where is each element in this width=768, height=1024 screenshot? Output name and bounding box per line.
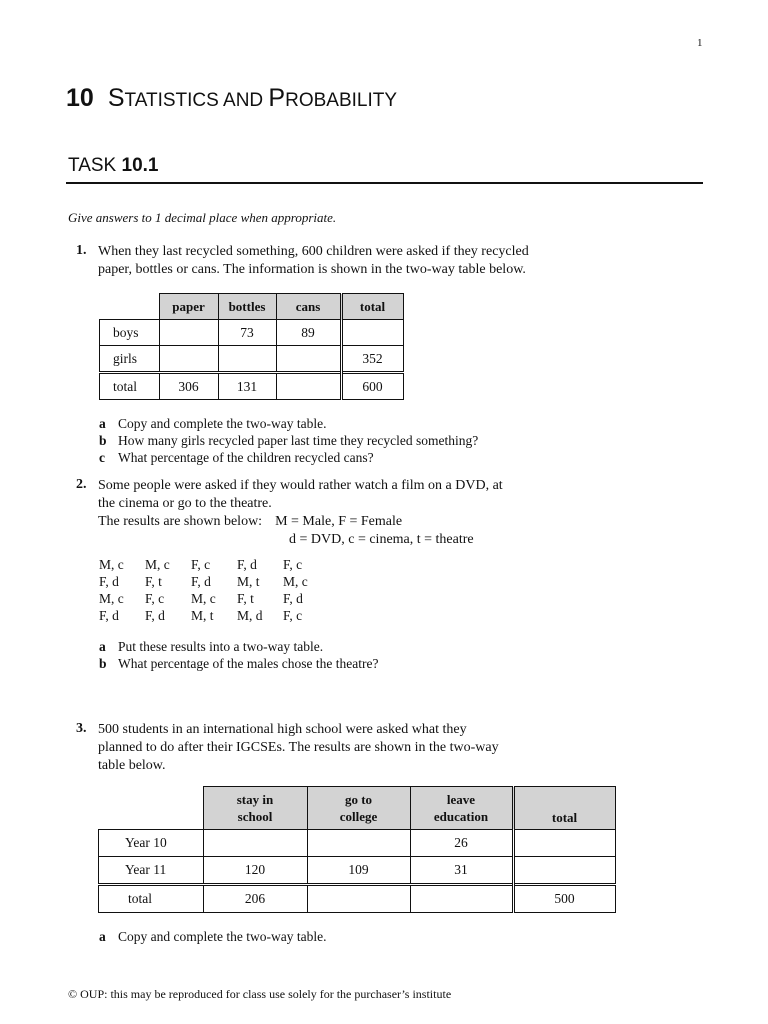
q1-line2: paper, bottles or cans. The information is shown in the two-way table below.	[98, 262, 526, 277]
q3-header-college: go to college	[307, 787, 410, 830]
table-cell	[159, 320, 218, 346]
table-cell: 89	[276, 320, 341, 346]
instruction: Give answers to 1 decimal place when appropriate.	[68, 210, 337, 225]
list-item: F, d F, d M, t M, d F, c	[99, 608, 303, 623]
table-cell	[410, 884, 513, 912]
q2-text	[98, 477, 503, 549]
row-label: boys	[100, 320, 160, 346]
row-label: total	[99, 884, 204, 912]
table-row	[99, 829, 616, 856]
task-divider	[66, 182, 703, 184]
list-item: M, c M, c F, c F, d F, c	[99, 557, 303, 572]
row-label: girls	[100, 346, 160, 373]
q1-text	[98, 243, 529, 279]
q2-key1: M = Male, F = Female	[275, 514, 403, 529]
chapter-number: 10	[66, 84, 94, 112]
q3-line2: planned to do after their IGCSEs. The results are shown in the two-way	[98, 740, 499, 755]
q3-number: 3.	[76, 721, 87, 736]
q3-header-leave: leave education	[410, 787, 513, 830]
table-cell: 109	[307, 856, 410, 884]
table-cell: 206	[203, 884, 307, 912]
q2-line2: the cinema or go to the theatre.	[98, 496, 272, 511]
q3-header-stay: stay in school	[203, 787, 307, 830]
row-label: Year 11	[99, 856, 204, 884]
table-cell: 600	[341, 373, 403, 400]
list-item: F, d F, t F, d M, t M, c	[99, 574, 308, 589]
list-item: a Copy and complete the two-way table.	[99, 929, 327, 944]
q3-line1: 500 students in an international high school were asked what they	[98, 722, 467, 737]
table-cell	[276, 373, 341, 400]
table-row	[99, 884, 616, 912]
table-cell: 31	[410, 856, 513, 884]
table-cell	[203, 829, 307, 856]
table-cell: 131	[218, 373, 276, 400]
list-item: b What percentage of the males chose the theatre?	[99, 656, 379, 671]
chapter-title-initial-p: P	[268, 84, 286, 112]
q2-line3: The results are shown below: M = Male, F = Female	[98, 514, 403, 529]
q1-corner	[100, 294, 160, 320]
list-item: b How many girls recycled paper last time they recycled something?	[99, 433, 479, 448]
q3-text	[98, 721, 499, 775]
chapter-title-part1: TATISTICS AND	[124, 90, 269, 111]
q2-key2: d = DVD, c = cinema, t = theatre	[289, 532, 474, 547]
list-item: a Copy and complete the two-way table.	[99, 416, 327, 431]
q3-line3: table below.	[98, 758, 166, 773]
q3-header-total: total	[513, 787, 615, 830]
q2-line1: Some people were asked if they would rather watch a film on a DVD, at	[98, 478, 503, 493]
q2-parts	[99, 638, 379, 672]
q3-header-row	[99, 787, 616, 830]
table-cell	[513, 829, 615, 856]
copyright-footer: © OUP: this may be reproduced for class use solely for the purchaser’s institute	[68, 987, 452, 1001]
chapter-title-initial-s: S	[107, 84, 125, 112]
q1-header-total: total	[341, 294, 403, 320]
table-row	[99, 856, 616, 884]
table-cell	[307, 884, 410, 912]
chapter-title	[66, 84, 397, 113]
list-item: M, c F, c M, c F, t F, d	[99, 591, 303, 606]
q3-parts	[99, 928, 326, 945]
q1-number: 1.	[76, 243, 87, 258]
q1-header-row	[100, 294, 404, 320]
table-cell: 73	[218, 320, 276, 346]
table-cell	[276, 346, 341, 373]
table-row	[100, 320, 404, 346]
task-heading	[68, 155, 158, 177]
q1-line1: When they last recycled something, 600 children were asked if they recycled	[98, 244, 529, 259]
q1-parts	[99, 415, 478, 466]
q1-header-cans: cans	[276, 294, 341, 320]
task-label: TASK	[68, 155, 117, 176]
q1-table	[99, 293, 404, 400]
q3-corner	[99, 787, 204, 830]
table-cell	[341, 320, 403, 346]
page-number: 1	[697, 37, 703, 49]
table-cell	[513, 856, 615, 884]
table-cell: 352	[341, 346, 403, 373]
table-cell: 120	[203, 856, 307, 884]
row-label: Year 10	[99, 829, 204, 856]
table-cell: 306	[159, 373, 218, 400]
table-cell: 26	[410, 829, 513, 856]
list-item: c What percentage of the children recycled cans?	[99, 450, 374, 465]
table-cell	[218, 346, 276, 373]
q2-number: 2.	[76, 477, 87, 492]
chapter-title-part2: ROBABILITY	[285, 90, 398, 111]
table-row	[100, 346, 404, 373]
table-cell: 500	[513, 884, 615, 912]
table-row	[100, 373, 404, 400]
table-cell	[307, 829, 410, 856]
q2-data-grid	[99, 556, 329, 624]
q1-header-paper: paper	[159, 294, 218, 320]
list-item: a Put these results into a two-way table.	[99, 639, 324, 654]
q1-header-bottles: bottles	[218, 294, 276, 320]
task-number: 10.1	[121, 155, 159, 176]
q3-table	[98, 786, 616, 913]
row-label: total	[100, 373, 160, 400]
table-cell	[159, 346, 218, 373]
